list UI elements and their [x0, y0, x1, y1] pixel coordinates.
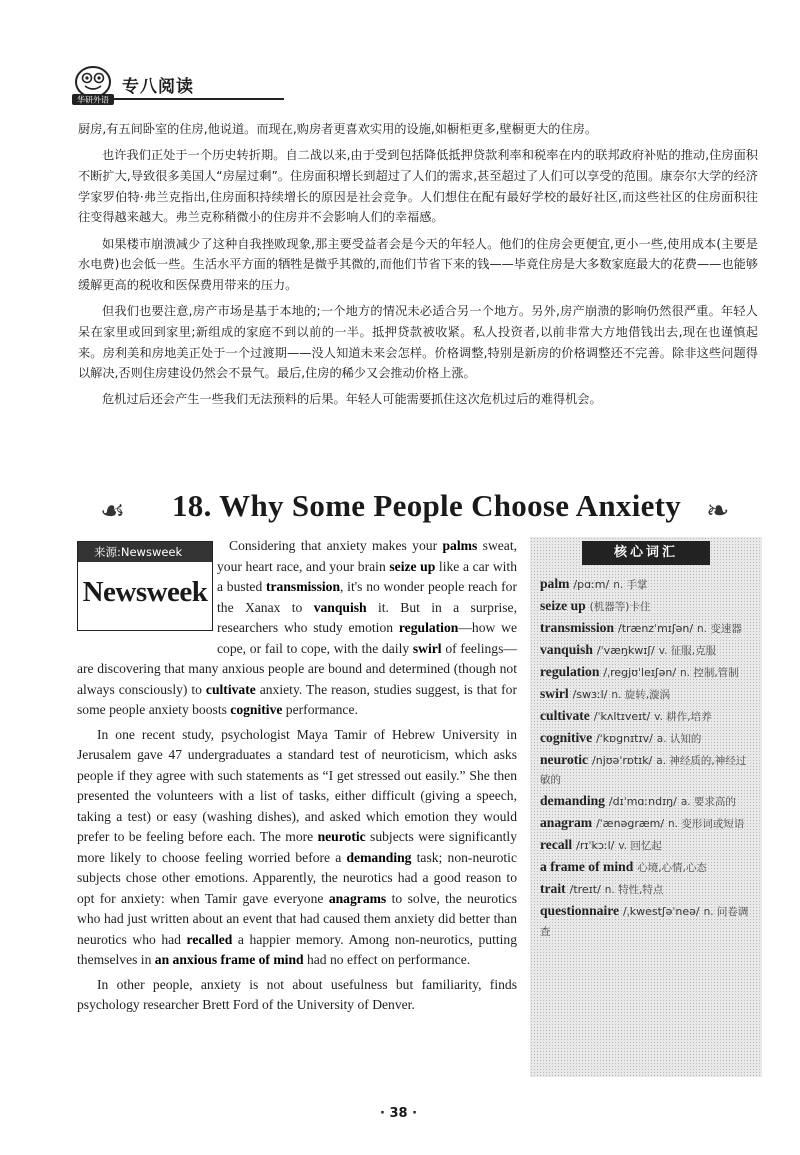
header-rule — [114, 98, 284, 100]
cn-paragraph: 也许我们正处于一个历史转折期。自二战以来,由于受到包括降低抵押贷款利率和税率在内的联邦政府补贴的推动,住房面积不断扩大,导致很多美国人“房屋过剩”。住房面积增长到超过了人们的需求,甚至超过了人们可以享受的范围。康奈尔大学的经济学家罗伯特·弗兰克指出,住房面积持续增长的原因是社会竞争。人们想住在配有最好学校的最好社区,而这些社区的住房面积往往变得越来越大。弗兰克称稍微小的住房并不会影响人们的幸福感。 — [78, 148, 758, 225]
vocab-item: demanding /dɪˈmɑːndɪŋ/ a. 要求高的 — [540, 793, 736, 809]
cn-paragraph: 但我们也要注意,房产市场是基于本地的;一个地方的情况未必适合另一个地方。另外,房产崩溃的影响仍然很严重。年轻人呆在家里或回到家里;新组成的家庭不到以前的一半。抵押贷款被收紧。私人投资者,以前非常大方地借钱出去,现在也谨慎起来。房利美和房地美正处于一个过渡期——没人知道未来会怎样。价格调整,特别是新房的价格调整还不完善。除非这些问题得以解决,否则住房建设仍然会不景气。最后,住房的稀少又会推动价格上涨。 — [78, 304, 758, 381]
page-number: · 38 · — [380, 1106, 418, 1121]
vocab-item: questionnaire /ˌkwestʃəˈneə/ n. 问卷调查 — [540, 903, 749, 938]
source-label: 来源:Newsweek — [78, 542, 212, 562]
right-ornament-icon: ❧ — [706, 494, 730, 527]
cn-paragraph: 危机过后还会产生一些我们无法预料的后果。年轻人可能需要抓住这次危机过后的难得机会。 — [102, 392, 602, 407]
newsweek-logo: Newsweek — [82, 576, 208, 608]
vocab-item: swirl /swɜːl/ n. 旋转,漩涡 — [540, 686, 671, 701]
cn-paragraph: 如果楼市崩溃减少了这种自我挫败现象,那主要受益者会是今天的年轻人。他们的住房会更便宜,更小一些,使用成本(主要是水电费)也会低一些。生活水平方面的牺牲是微乎其微的,而他们节省下来的钱——毕竟住房是大多数家庭最大的花费——也能够缓解更高的税收和医保费用带来的压力。 — [78, 236, 758, 292]
vocab-item: recall /rɪˈkɔːl/ v. 回忆起 — [540, 837, 662, 853]
article-body — [77, 536, 517, 1020]
vocab-item: trait /treɪt/ n. 特性,特点 — [540, 881, 664, 897]
article-paragraph: In other people, anxiety is not about usefulness but familiarity, finds psychology researcher Brett Ford of the University of Denver. — [77, 976, 517, 1012]
article-heading: 18. Why Some People Choose Anxiety — [172, 488, 682, 523]
vocab-item: seize up (机器等)卡住 — [540, 598, 651, 613]
vocab-item: neurotic /njʊəˈrɒtɪk/ a. 神经质的,神经过敏的 — [540, 752, 747, 787]
vocab-item: cultivate /ˈkʌltɪveɪt/ v. 耕作,培养 — [540, 708, 712, 723]
vocab-item: vanquish /ˈvæŋkwɪʃ/ v. 征服,克服 — [540, 642, 717, 657]
chinese-translation — [78, 119, 758, 416]
article-title — [100, 488, 740, 532]
vocab-item: regulation /ˌregjʊˈleɪʃən/ n. 控制,管制 — [540, 664, 739, 679]
vocab-item: transmission /trænzˈmɪʃən/ n. 变速器 — [540, 620, 742, 635]
vocab-item: anagram /ˈænəgræm/ n. 变形词或短语 — [540, 815, 745, 831]
vocabulary-list — [530, 575, 762, 941]
vocab-item: cognitive /ˈkɒgnɪtɪv/ a. 认知的 — [540, 730, 702, 745]
left-ornament-icon: ☙ — [100, 494, 126, 527]
article-paragraph: In one recent study, psychologist Maya Tamir of Hebrew University in Jerusalem gave 47 undergraduates a standard test of neuroticism, which asks people if they agree with such statements as “I get stressed out easily.” She then presented the volunteers with a list of tasks, either difficult (giving a speech, taking a test) or easy (washing dishes), and asked which emotion they would prefer to be feeling before each. The more neurotic subjects were significantly more likely to choose feeling worried before a demanding task; non-neurotic subjects chose other emotions. Apparently, the neurotics had a good reason to opt for anxiety: when Tamir gave everyone anagrams to solve, the neurotics who had just written about an event that had caused them anxiety did better than neurotics who had recalled a happier memory. Among non-neurotics, putting themselves in an anxious frame of mind had no effect on performance. — [77, 726, 518, 967]
vocab-item: a frame of mind 心境,心情,心态 — [540, 859, 707, 875]
huayan-logo-icon — [70, 64, 116, 106]
cn-paragraph: 厨房,有五间卧室的住房,他说道。而现在,购房者更喜欢实用的设施,如橱柜更多,壁橱更大的住房。 — [78, 122, 598, 136]
vocabulary-box — [530, 537, 762, 1077]
page-header — [70, 64, 360, 108]
section-title: 专八阅读 — [122, 77, 194, 97]
svg-text:华研外语: 华研外语 — [77, 95, 109, 105]
article-paragraph: Considering that anxiety makes your palms sweat, your heart race, and your brain seize up like a car with a busted transmission, it's no wonder people reach for the Xanax to vanquish it. But in a surprise, researchers who study emotion regulation—how we cope, or fail to cope, with the daily swirl of feelings—are discovering that many anxious people are bound and determined (though not always consciously) to cultivate anxiety. The reason, studies suggest, is that for some people anxiety boosts cognitive performance. — [77, 538, 518, 717]
vocabulary-heading: 核心词汇 — [582, 541, 710, 565]
vocab-item: palm /pɑːm/ n. 手掌 — [540, 576, 648, 591]
